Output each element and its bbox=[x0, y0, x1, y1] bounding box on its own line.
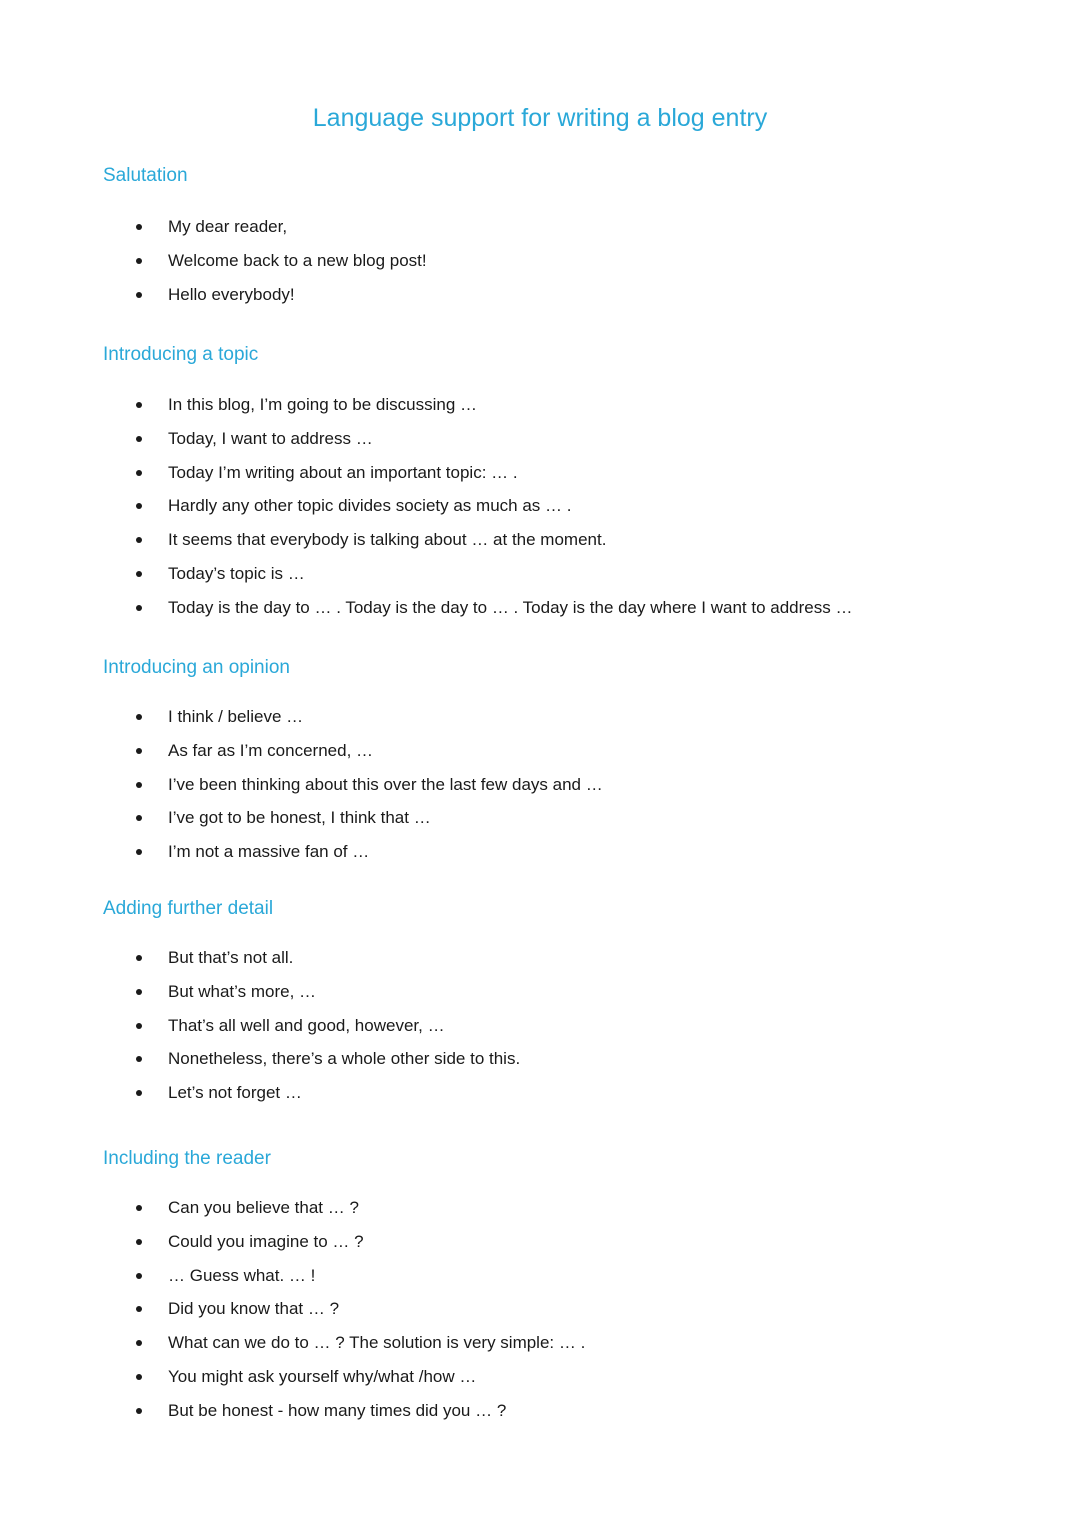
section-heading-introducing-topic: Introducing a topic bbox=[103, 344, 259, 365]
bullet-icon bbox=[136, 1023, 142, 1029]
bullet-icon bbox=[136, 1273, 142, 1279]
bullet-icon bbox=[136, 1090, 142, 1096]
bullet-icon bbox=[136, 815, 142, 821]
bullet-icon bbox=[136, 955, 142, 961]
bullet-icon bbox=[136, 1408, 142, 1414]
bullet-icon bbox=[136, 714, 142, 720]
bullet-icon bbox=[136, 1205, 142, 1211]
bullet-icon bbox=[136, 1340, 142, 1346]
bullet-icon bbox=[136, 989, 142, 995]
page-title: Language support for writing a blog entry bbox=[312, 104, 768, 132]
bullet-icon bbox=[136, 224, 142, 230]
bullet-icon bbox=[136, 605, 142, 611]
bullet-icon bbox=[136, 1056, 142, 1062]
bullet-icon bbox=[136, 849, 142, 855]
bullet-icon bbox=[136, 1239, 142, 1245]
bullet-icon bbox=[136, 503, 142, 509]
section-heading-adding-further-detail: Adding further detail bbox=[103, 898, 274, 919]
bullet-icon bbox=[136, 402, 142, 408]
bullet-icon bbox=[136, 571, 142, 577]
bullet-icon bbox=[136, 258, 142, 264]
section-heading-introducing-opinion: Introducing an opinion bbox=[103, 657, 290, 678]
bullet-icon bbox=[136, 470, 142, 476]
section-heading-including-reader: Including the reader bbox=[103, 1148, 271, 1169]
bullet-icon bbox=[136, 537, 142, 543]
bullet-icon bbox=[136, 436, 142, 442]
section-heading-salutation: Salutation bbox=[103, 165, 188, 186]
bullet-icon bbox=[136, 1374, 142, 1380]
bullet-icon bbox=[136, 782, 142, 788]
document-page: Language support for writing a blog entry Salutation My dear reader, Welcome back to a new blog post! Hello everybody! Introducing a topic In this blog, I’m going to be discussing … Today, I want to address … Today I’m writing about an important topic: … . Hardly any other topic divides society as much as … . It seems that everybody is talking about … at the moment. Today’s topic is … Today is the day to … . Today is the day to … . Today is the day where I want to address … Introducing an opinion I think / believe … As far as I’m concerned, … I’ve been thinking about this over the last few days and … I’ve got to be honest, I think that … I’m not a massive fan of … Adding further detail But that’s not all. But what’s more, … That’s all well and good, however, … Nonetheless, there’s a whole other side to this. Let’s not forget … Including the reader Can you believe that … ? Could you imagine to … ? … Guess what. … ! Did you know that … ? What can we do to … ? The solution is very simple: … . You might ask yourself why/what /how … But be honest - how many times did you … ? bbox=[0, 0, 1080, 1527]
bullet-icon bbox=[136, 292, 142, 298]
bullet-icon bbox=[136, 1306, 142, 1312]
bullet-icon bbox=[136, 748, 142, 754]
